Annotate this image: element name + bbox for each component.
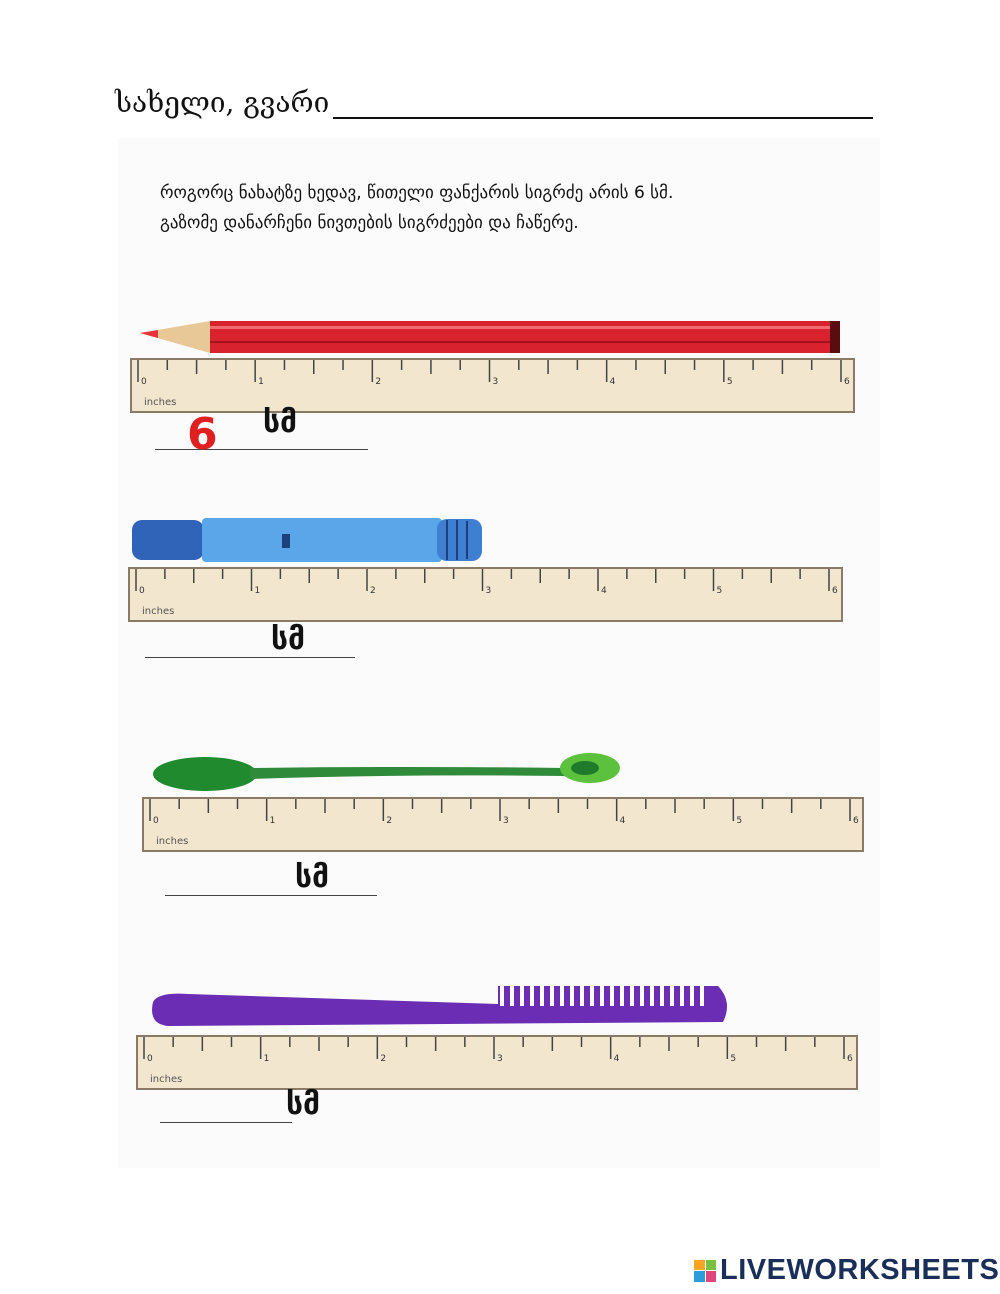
answer-comb[interactable]: [160, 1087, 340, 1123]
ruler-tick-label: 5: [716, 586, 723, 596]
answer-glue-stick[interactable]: [145, 622, 360, 658]
ruler-tick-label: 0: [153, 816, 159, 826]
spoon-icon: [150, 752, 625, 794]
ruler-tick-label: 2: [370, 586, 376, 596]
unit-label-glue-stick: სმ: [271, 622, 306, 657]
name-label: სახელი, გვარი: [115, 86, 330, 119]
ruler-svg: [128, 567, 843, 622]
ruler-svg: [136, 1035, 858, 1090]
ruler-2: [128, 567, 843, 622]
ruler-unit-label: inches: [142, 606, 175, 617]
ruler-tick-label: 3: [485, 586, 492, 596]
ruler-tick-label: 3: [497, 1054, 503, 1064]
ruler-tick-label: 2: [386, 816, 393, 826]
ruler-tick-label: 6: [853, 816, 859, 826]
ruler-tick-label: 6: [847, 1054, 853, 1064]
answer-blank-glue-stick[interactable]: [145, 657, 355, 658]
ruler-unit-label: inches: [144, 397, 177, 408]
ruler-tick-label: 3: [492, 377, 499, 387]
answer-blank-spoon[interactable]: [165, 895, 377, 896]
pencil-icon: [140, 318, 845, 358]
answer-pencil: [155, 405, 370, 460]
instructions: [160, 178, 860, 238]
ruler-tick-label: 0: [141, 377, 147, 387]
answer-blank-comb[interactable]: [160, 1122, 292, 1123]
instruction-line-1: როგორც ნახატზე ხედავ, წითელი ფანქარის სიგრძე არის 6 სმ.: [160, 183, 674, 203]
ruler-tick-label: 4: [609, 377, 616, 387]
ruler-tick-label: 2: [380, 1054, 387, 1064]
name-blank-line[interactable]: [333, 93, 873, 119]
ruler-tick-label: 0: [139, 586, 145, 596]
ruler-tick-label: 1: [258, 377, 264, 387]
ruler-3: [142, 797, 864, 852]
ruler-tick-label: 0: [147, 1054, 153, 1064]
liveworksheets-logo: [694, 1254, 999, 1287]
ruler-tick-label: 1: [254, 586, 261, 596]
ruler-unit-label: inches: [150, 1074, 183, 1085]
ruler-tick-label: 4: [613, 1054, 620, 1064]
ruler-tick-label: 4: [601, 586, 607, 596]
ruler-tick-label: 1: [263, 1054, 270, 1064]
ruler-tick-label: 5: [736, 816, 743, 826]
comb-icon: [148, 982, 733, 1028]
ruler-tick-label: 4: [619, 816, 626, 826]
ruler-tick-label: 2: [375, 377, 382, 387]
ruler-tick-label: 5: [726, 377, 733, 387]
name-field: [115, 86, 873, 119]
ruler-svg: [142, 797, 864, 852]
ruler-tick-label: 6: [844, 377, 850, 387]
answer-value-pencil: 6: [187, 409, 218, 460]
unit-label-spoon: სმ: [295, 860, 330, 895]
ruler-tick-label: 3: [503, 816, 509, 826]
ruler-tick-label: 5: [730, 1054, 737, 1064]
logo-mark-icon: [694, 1260, 716, 1282]
ruler-4: [136, 1035, 858, 1090]
ruler-tick-label: 6: [832, 586, 838, 596]
answer-spoon[interactable]: [165, 860, 380, 896]
unit-label-pencil: სმ: [263, 405, 298, 440]
ruler-tick-label: 1: [269, 816, 276, 826]
ruler-unit-label: inches: [156, 836, 189, 847]
logo-text: LIVEWORKSHEETS: [720, 1254, 1000, 1286]
instruction-line-2: გაზომე დანარჩენი ნივთების სიგრძეები და ჩაწერე.: [160, 213, 579, 233]
unit-label-comb: სმ: [286, 1087, 321, 1122]
glue-stick-icon: [132, 516, 484, 564]
